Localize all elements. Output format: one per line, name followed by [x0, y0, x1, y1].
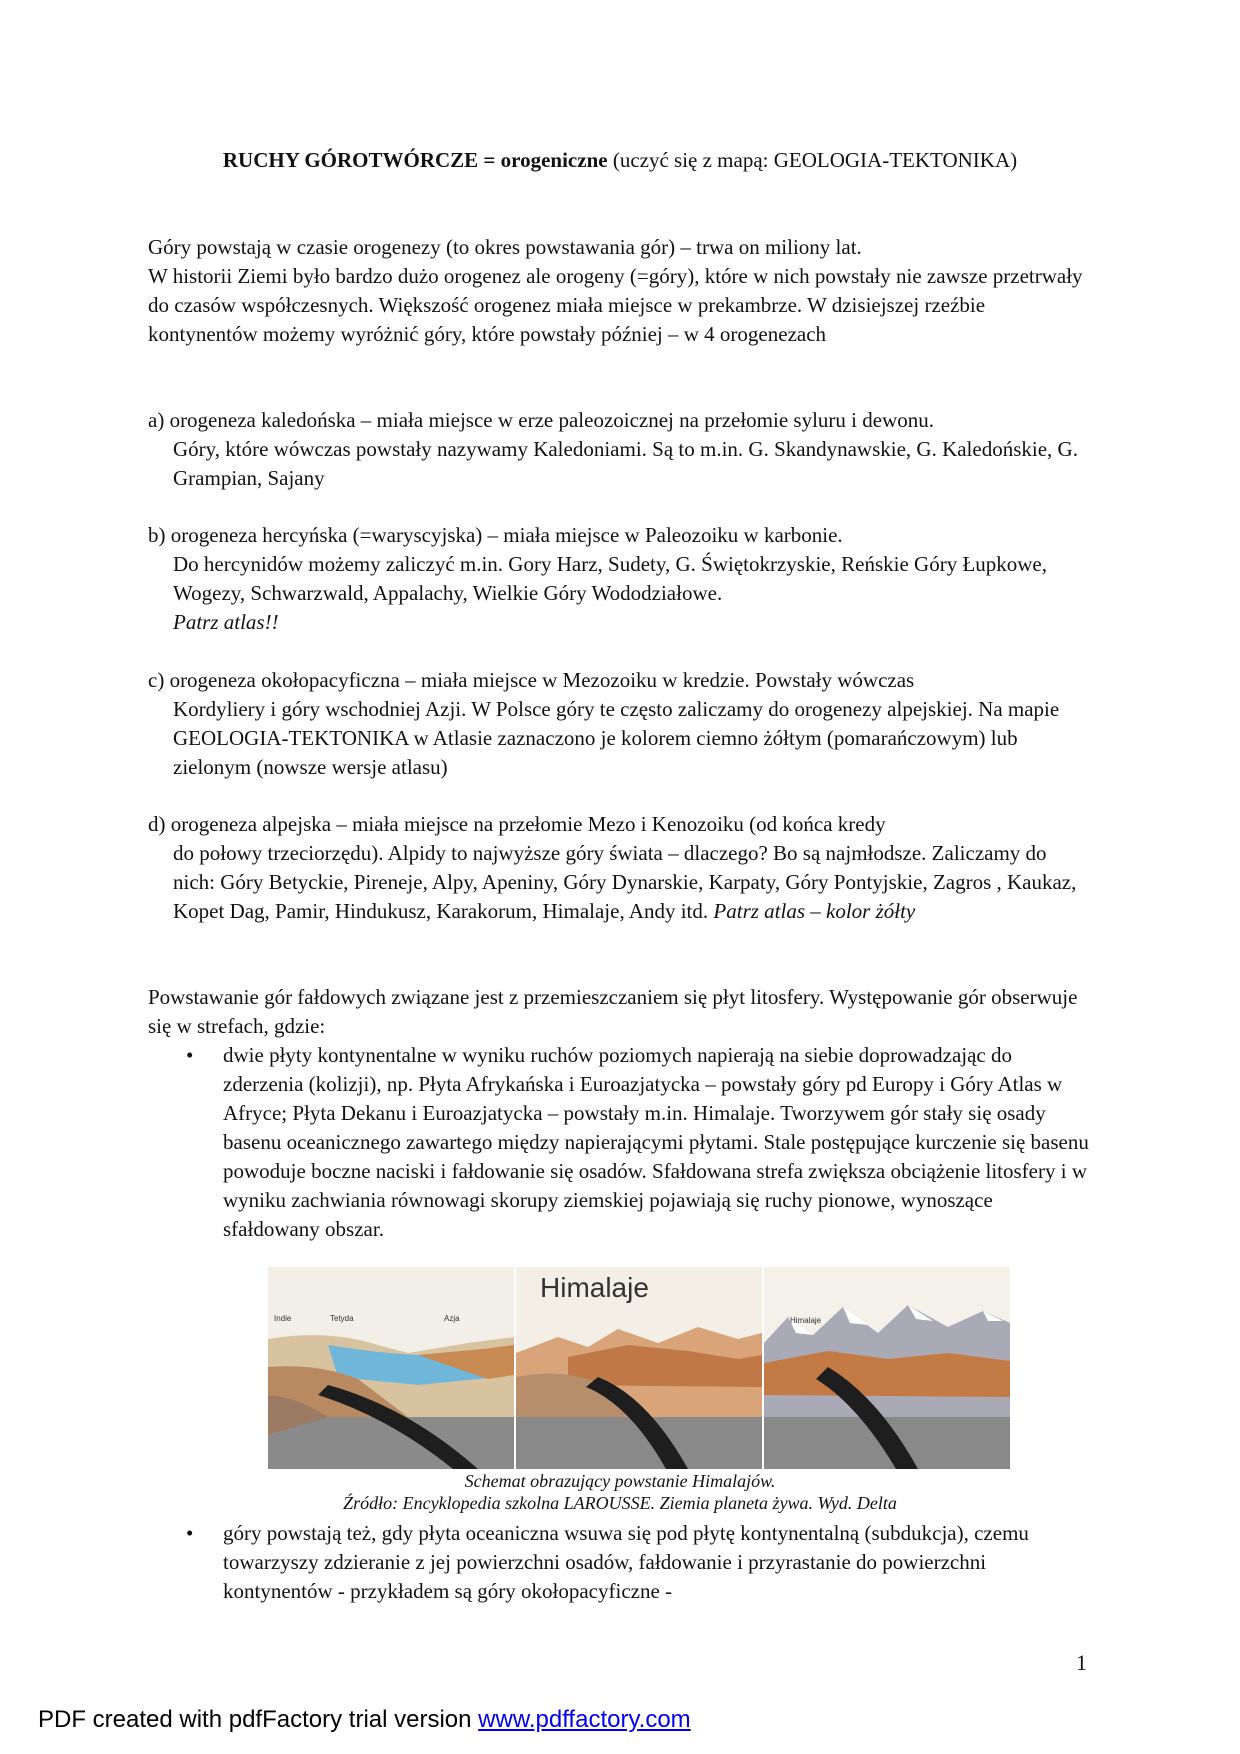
orogeny-a	[148, 406, 1092, 493]
orogeny-c-body: Kordyliery i góry wschodniej Azji. W Polsce góry te często zaliczamy do orogenezy alpejskiej. Na mapie GEOLOGIA-TEKTONIKA w Atlasie zaznaczono je kolorem ciemno żółtym (pomarańczowym) lub zielonym (nowsze wersje atlasu)	[173, 697, 1060, 779]
page-title	[148, 146, 1092, 175]
bullet-icon: •	[186, 1521, 194, 1545]
pdf-footer	[38, 1706, 691, 1734]
bullet-list-2	[148, 1519, 1092, 1606]
bullet-text-1: dwie płyty kontynentalne w wyniku ruchów poziomych napierają na siebie doprowadzając do zderzenia (kolizji), np. Płyta Afrykańska i Euroazjatycka – powstały góry pd Europy i Góry Atlas w Afryce; Płyta Dekanu i Euroazjatycka – powstały m.in. Himalaje. Tworzywem gór stały się osady basenu oceanicznego zawartego między napierającymi płytami. Stale postępujące kurczenie się basenu powoduje boczne naciski i fałdowanie się osadów. Sfałdowana strefa zwiększa obciążenie litosfery i w wyniku zachwiania równowagi skorupy ziemskiej pojawiają się ruchy pionowe, wynoszące sfałdowany obszar.	[223, 1043, 1089, 1241]
figure-caption	[148, 1470, 1092, 1514]
label-azja: Azja	[444, 1314, 460, 1323]
caption-line-1: Schemat obrazujący powstanie Himalajów.	[464, 1471, 776, 1491]
footer-text: PDF created with pdfFactory trial version	[38, 1706, 479, 1733]
orogeny-d	[148, 810, 1092, 926]
orogeny-d-body: do połowy trzeciorzędu). Alpidy to najwyższe góry świata – dlaczego? Bo są najmłodsze. Zaliczamy do nich: Góry Betyckie, Pireneje, Alpy, Apeniny, Góry Dynarskie, Karpaty, Góry Pontyjskie, Zagros , Kaukaz, Kopet Dag, Pamir, Hindukusz, Karakorum, Himalaje, Andy itd.	[173, 841, 1077, 923]
list-item	[148, 1041, 1092, 1244]
label-india: Indie	[274, 1314, 292, 1323]
orogeny-b-body: Do hercynidów możemy zaliczyć m.in. Gory Harz, Sudety, G. Świętokrzyskie, Reńskie Góry Łupkowe, Wogezy, Schwarzwald, Appalachy, Wielkie Góry Wododziałowe.	[173, 552, 1048, 605]
caption-line-2: Źródło: Encyklopedia szkolna LAROUSSE. Ziemia planeta żywa. Wyd. Delta	[343, 1493, 897, 1513]
bullet-list-1	[148, 1041, 1092, 1244]
figure-title: Himalaje	[540, 1272, 649, 1303]
himalaya-figure	[268, 1267, 1010, 1469]
folding-intro: Powstawanie gór fałdowych związane jest z przemieszczaniem się płyt litosfery. Występowanie gór obserwuje się w strefach, gdzie:	[148, 985, 1078, 1038]
label-himalaje: Himalaje	[790, 1316, 822, 1325]
orogeny-d-note: Patrz atlas – kolor żółty	[713, 899, 916, 923]
bullet-icon: •	[186, 1043, 194, 1067]
orogeny-d-head: d) orogeneza alpejska – miała miejsce na przełomie Mezo i Kenozoiku (od końca kredy	[148, 812, 886, 836]
page-number: 1	[1076, 1650, 1087, 1675]
orogeny-c	[148, 666, 1092, 782]
list-item	[148, 1519, 1092, 1606]
title-bold: RUCHY GÓROTWÓRCZE = orogeniczne	[222, 148, 608, 172]
footer-link[interactable]: www.pdffactory.com	[478, 1706, 691, 1733]
himalaya-diagram	[268, 1267, 1010, 1469]
title-rest: (uczyć się z mapą: GEOLOGIA-TEKTONIKA)	[607, 148, 1018, 172]
intro-line-2: W historii Ziemi było bardzo dużo orogenez ale orogeny (=góry), które w nich powstały nie zawsze przetrwały do czasów współczesnych. Większość orogenez miała miejsce w prekambrze. W dzisiejszej rzeźbie kontynentów możemy wyróżnić góry, które powstały później – w 4 orogenezach	[148, 264, 1083, 346]
orogeny-b-head: b) orogeneza hercyńska (=waryscyjska) – miała miejsce w Paleozoiku w karbonie.	[148, 523, 843, 547]
bullet-text-2: góry powstają też, gdy płyta oceaniczna wsuwa się pod płytę kontynentalną (subdukcja), czemu towarzyszy zdzieranie z jej powierzchni osadów, fałdowanie i przyrastanie do powierzchni kontynentów - przykładem są góry okołopacyficzne -	[223, 1521, 1029, 1603]
label-tetyda: Tetyda	[330, 1314, 354, 1323]
orogeny-d-body-wrap	[148, 839, 1092, 926]
orogeny-a-body: Góry, które wówczas powstały nazywamy Kaledoniami. Są to m.in. G. Skandynawskie, G. Kaledońskie, G. Grampian, Sajany	[173, 437, 1078, 490]
intro-line-1: Góry powstają w czasie orogenezy (to okres powstawania gór) – trwa on miliony lat.	[148, 235, 862, 259]
orogeny-a-head: a) orogeneza kaledońska – miała miejsce w erze paleozoicznej na przełomie syluru i dewonu.	[148, 408, 934, 432]
orogeny-c-head: c) orogeneza okołopacyficzna – miała miejsce w Mezozoiku w kredzie. Powstały wówczas	[148, 668, 915, 692]
orogeny-b	[148, 521, 1092, 637]
intro-paragraph	[148, 233, 1092, 349]
orogeny-b-note: Patrz atlas!!	[173, 610, 279, 634]
